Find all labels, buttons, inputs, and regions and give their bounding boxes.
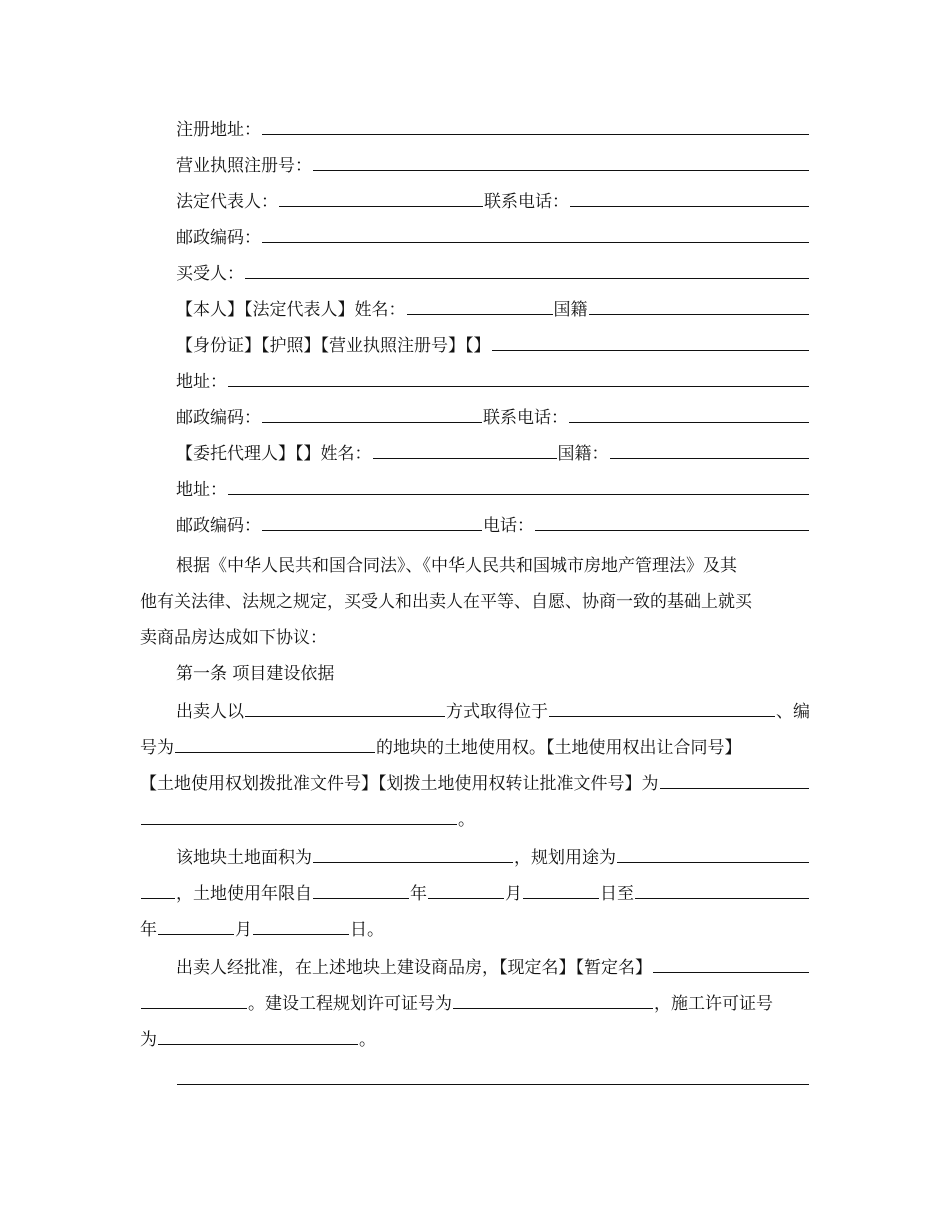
p1-text-e: 的地块的土地使用权。【土地使用权出让合同号】: [376, 738, 742, 758]
p2-text-c: ，土地使用年限自: [176, 884, 312, 904]
planned-use-blank-cont[interactable]: [141, 876, 175, 899]
seller-phone-blank[interactable]: [570, 184, 809, 207]
p1-text-b: 方式取得位于: [446, 702, 548, 722]
trailing-blank[interactable]: [177, 1062, 809, 1085]
buyer-label: 买受人：: [176, 264, 244, 284]
agent-address-blank[interactable]: [228, 472, 809, 495]
seller-postcode-line: [140, 220, 810, 256]
seller-phone-label: 联系电话：: [484, 192, 569, 212]
buyer-name-blank[interactable]: [407, 292, 553, 315]
p1-text-d: 号为: [140, 738, 174, 758]
trailing-blank-line: [140, 1062, 810, 1098]
article-1-p1-line-4: [140, 802, 810, 838]
p3-text-a: 出卖人经批准，在上述地块上建设商品房，【现定名】【暂定名】: [176, 958, 652, 978]
start-year-blank[interactable]: [313, 876, 409, 899]
land-area-blank[interactable]: [313, 840, 513, 863]
legal-rep-blank[interactable]: [279, 184, 483, 207]
approval-doc-blank-cont[interactable]: [141, 802, 457, 825]
reg-address-label: 注册地址：: [176, 120, 261, 140]
buyer-postcode-blank[interactable]: [262, 400, 482, 423]
agent-postcode-line: [140, 508, 810, 544]
year-label-2: 年: [140, 920, 157, 940]
preamble-line-1: [140, 548, 810, 584]
month-label-2: 月: [235, 920, 252, 940]
start-month-blank[interactable]: [428, 876, 504, 899]
buyer-postcode-line: [140, 400, 810, 436]
buyer-address-blank[interactable]: [228, 364, 809, 387]
p3-text-c: ，施工许可证号: [654, 994, 773, 1014]
buyer-id-line: [140, 328, 810, 364]
buyer-name-line: [140, 292, 810, 328]
reg-address-line: [140, 112, 810, 148]
legal-rep-line: [140, 184, 810, 220]
preamble-text-1: 根据《中华人民共和国合同法》、《中华人民共和国城市房地产管理法》及其: [176, 556, 737, 576]
agent-name-line: [140, 436, 810, 472]
p3-text-e: 。: [359, 1030, 376, 1050]
buyer-line: [140, 256, 810, 292]
buyer-phone-label: 联系电话：: [483, 408, 568, 428]
month-label-1: 月: [505, 884, 522, 904]
end-year-blank[interactable]: [635, 876, 809, 899]
p1-text-g: 。: [458, 810, 475, 830]
article-1-p2-line-1: [140, 840, 810, 876]
article-1-p2-line-3: [140, 912, 810, 948]
article-1-p3-line-2: [140, 986, 810, 1022]
article-1-title-line: [140, 656, 810, 692]
buyer-id-blank[interactable]: [492, 328, 810, 351]
agent-options: 【委托代理人】【】姓名：: [176, 444, 372, 464]
buyer-address-label: 地址：: [176, 372, 227, 392]
preamble-line-3: [140, 620, 810, 656]
planned-use-blank[interactable]: [617, 840, 809, 863]
article-1-p3-line-3: [140, 1022, 810, 1058]
p2-text-b: ，规划用途为: [514, 848, 616, 868]
end-month-blank[interactable]: [158, 912, 234, 935]
agent-postcode-blank[interactable]: [262, 508, 482, 531]
land-location-blank[interactable]: [549, 694, 775, 717]
preamble-text-2: 他有关法律、法规之规定，买受人和出卖人在平等、自愿、协商一致的基础上就买: [140, 592, 752, 612]
agent-name-blank[interactable]: [373, 436, 557, 459]
agent-phone-label: 电话：: [483, 516, 534, 536]
seller-postcode-blank[interactable]: [262, 220, 809, 243]
year-label-1: 年: [410, 884, 427, 904]
buyer-id-options: 【身份证】【护照】【营业执照注册号】【】: [176, 336, 491, 356]
agent-phone-blank[interactable]: [535, 508, 809, 531]
end-day-blank[interactable]: [253, 912, 349, 935]
p1-text-f: 【土地使用权划拨批准文件号】【划拨土地使用权转让批准文件号】为: [140, 774, 659, 794]
buyer-nationality-label: 国籍: [553, 300, 588, 320]
parcel-number-blank[interactable]: [175, 730, 375, 753]
license-no-blank[interactable]: [313, 148, 809, 171]
agent-address-line: [140, 472, 810, 508]
planning-permit-blank[interactable]: [453, 986, 653, 1009]
agent-nationality-label: 国籍：: [557, 444, 609, 464]
agent-postcode-label: 邮政编码：: [176, 516, 261, 536]
agent-address-label: 地址：: [176, 480, 227, 500]
p3-text-d: 为: [140, 1030, 157, 1050]
day-end-label: 日。: [350, 920, 384, 940]
license-no-line: [140, 148, 810, 184]
p2-text-a: 该地块土地面积为: [176, 848, 312, 868]
preamble-text-3: 卖商品房达成如下协议：: [140, 628, 327, 648]
buyer-postcode-label: 邮政编码：: [176, 408, 261, 428]
legal-rep-label: 法定代表人：: [176, 192, 278, 212]
buyer-phone-blank[interactable]: [569, 400, 809, 423]
p1-text-a: 出卖人以: [176, 702, 244, 722]
article-1-title: 第一条 项目建设依据: [176, 664, 335, 684]
p3-text-b: 。建设工程规划许可证号为: [248, 994, 452, 1014]
acquisition-method-blank[interactable]: [245, 694, 445, 717]
buyer-address-line: [140, 364, 810, 400]
day-to-label: 日至: [600, 884, 634, 904]
buyer-person-options: 【本人】【法定代表人】姓名：: [176, 300, 406, 320]
construction-permit-blank[interactable]: [158, 1022, 358, 1045]
seller-postcode-label: 邮政编码：: [176, 228, 261, 248]
p1-text-c: 、编: [776, 702, 810, 722]
start-day-blank[interactable]: [523, 876, 599, 899]
project-name-blank-cont[interactable]: [141, 986, 247, 1009]
preamble-line-2: [140, 584, 810, 620]
article-1-p1-line-3: [140, 766, 810, 802]
article-1-p1-line-2: [140, 730, 810, 766]
reg-address-blank[interactable]: [262, 112, 809, 135]
license-no-label: 营业执照注册号：: [176, 156, 312, 176]
buyer-nationality-blank[interactable]: [589, 292, 810, 315]
article-1-p3-line-1: [140, 950, 810, 986]
approval-doc-blank[interactable]: [660, 766, 810, 789]
article-1-p2-line-2: [140, 876, 810, 912]
project-name-blank[interactable]: [653, 950, 809, 973]
article-1-p1-line-1: [140, 694, 810, 730]
buyer-blank[interactable]: [245, 256, 809, 279]
agent-nationality-blank[interactable]: [610, 436, 810, 459]
